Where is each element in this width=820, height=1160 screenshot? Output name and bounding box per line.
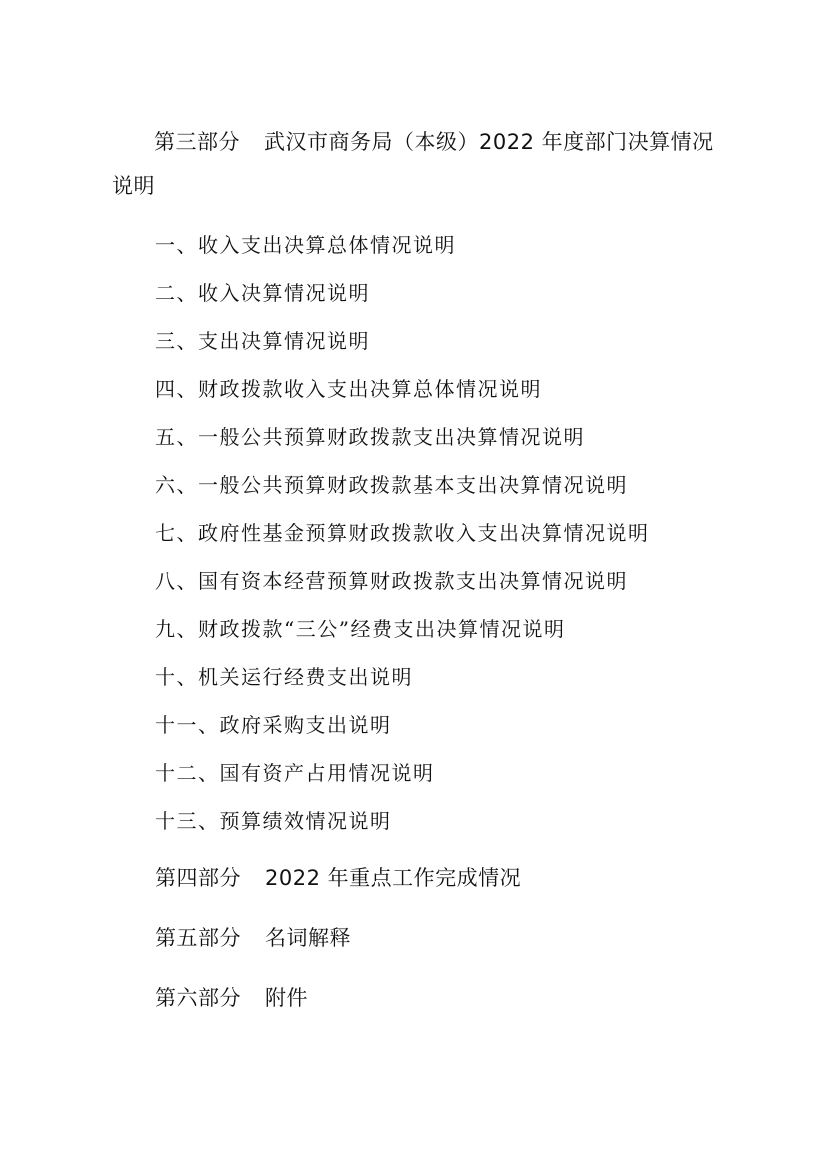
toc-item: 十、机关运行经费支出说明 — [155, 665, 413, 689]
toc-item: 四、财政拨款收入支出决算总体情况说明 — [155, 377, 542, 401]
part3-title: 武汉市商务局（本级）2022 年度部门决算情况说明 — [112, 130, 714, 198]
toc-item: 八、国有资本经营预算财政拨款支出决算情况说明 — [155, 569, 628, 593]
part5-heading — [155, 916, 351, 960]
toc-item: 二、收入决算情况说明 — [155, 281, 370, 305]
part6-heading — [155, 976, 308, 1020]
part6-title: 附件 — [265, 986, 308, 1010]
toc-item: 五、一般公共预算财政拨款支出决算情况说明 — [155, 425, 585, 449]
toc-item: 十二、国有资产占用情况说明 — [155, 761, 435, 785]
toc-item: 七、政府性基金预算财政拨款收入支出决算情况说明 — [155, 521, 650, 545]
part5-title: 名词解释 — [265, 926, 351, 950]
toc-item: 六、一般公共预算财政拨款基本支出决算情况说明 — [155, 473, 628, 497]
toc-item: 十三、预算绩效情况说明 — [155, 809, 392, 833]
part6-label: 第六部分 — [155, 986, 241, 1010]
part4-heading — [155, 856, 521, 900]
part5-label: 第五部分 — [155, 926, 241, 950]
part3-label: 第三部分 — [154, 130, 240, 154]
part3-toc-list — [155, 221, 650, 845]
toc-item: 九、财政拨款“三公”经费支出决算情况说明 — [155, 617, 566, 641]
toc-item: 三、支出决算情况说明 — [155, 329, 370, 353]
toc-item: 十一、政府采购支出说明 — [155, 713, 392, 737]
part3-heading — [112, 120, 722, 208]
part4-title: 2022 年重点工作完成情况 — [265, 866, 522, 890]
part4-label: 第四部分 — [155, 866, 241, 890]
toc-item: 一、收入支出决算总体情况说明 — [155, 233, 456, 257]
